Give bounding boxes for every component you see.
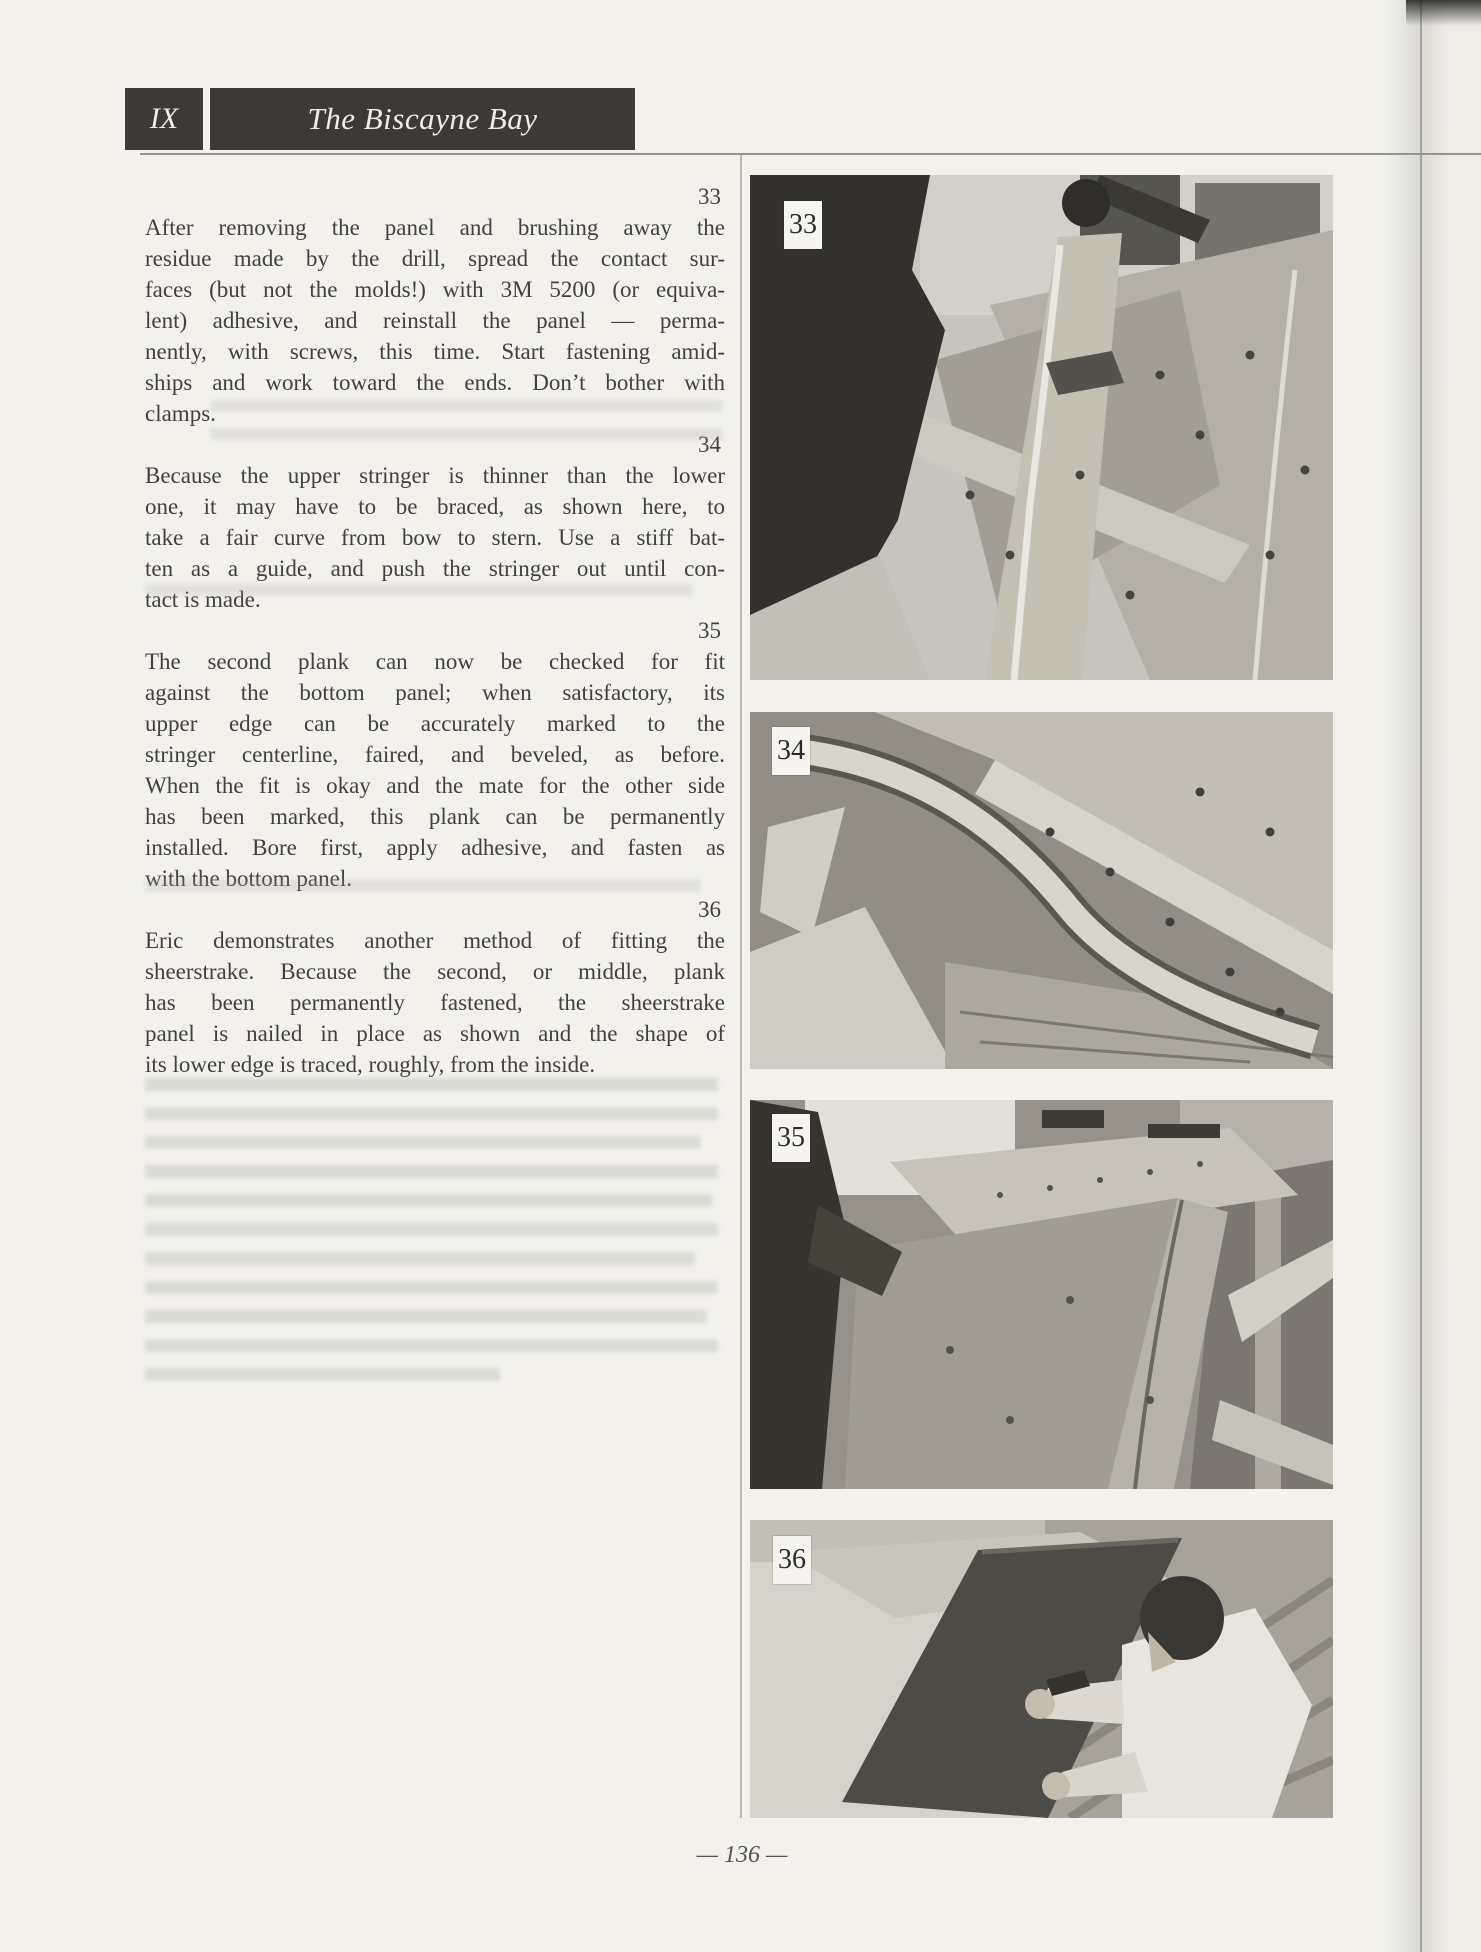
adjacent-page-edge — [1422, 0, 1481, 1952]
paragraph-line: Eric demonstrates another method of fitting the — [145, 928, 725, 953]
bleed-through-line — [145, 1339, 718, 1352]
photo-33 — [750, 175, 1333, 680]
chapter-number-box — [125, 88, 203, 150]
paragraph-number: 36 — [698, 897, 721, 922]
bleed-through-line — [210, 428, 722, 440]
paragraph-line: stringer centerline, faired, and beveled, as before. — [145, 742, 725, 767]
photo-35-image — [750, 1100, 1333, 1489]
header-rule — [140, 153, 1481, 155]
bleed-through-line — [145, 1194, 712, 1207]
paragraph-line: clamps. — [145, 401, 216, 426]
paragraph-line: take a fair curve from bow to stern. Use a stiff bat- — [145, 525, 725, 550]
bleed-through-line — [145, 1107, 718, 1120]
bleed-through-text-block — [145, 1078, 718, 1397]
paragraph-line: with the bottom panel. — [145, 866, 352, 891]
photo-34-label: 34 — [772, 727, 810, 775]
chapter-title: The Biscayne Bay — [307, 101, 538, 136]
bleed-through-line — [145, 1223, 718, 1236]
paragraph-line: ships and work toward the ends. Don’t bother with — [145, 370, 725, 395]
page-number: — 136 — — [696, 1842, 788, 1868]
photo-35 — [750, 1100, 1333, 1489]
paragraph-line: The second plank can now be checked for fit — [145, 649, 725, 674]
bleed-through-line — [145, 1252, 695, 1265]
paragraph-line: upper edge can be accurately marked to the — [145, 711, 725, 736]
paragraph-line: lent) adhesive, and reinstall the panel — perma- — [145, 308, 725, 333]
bleed-through-line — [145, 1281, 718, 1294]
photo-36-label: 36 — [773, 1536, 811, 1584]
paragraph-line: sheerstrake. Because the second, or middle, plank — [145, 959, 725, 984]
paragraph-line: When the fit is okay and the mate for the other side — [145, 773, 725, 798]
paragraph-line: its lower edge is traced, roughly, from the inside. — [145, 1052, 596, 1077]
column-divider-line — [740, 155, 742, 1818]
chapter-number: IX — [149, 102, 179, 135]
paragraph-line: has been marked, this plank can be permanently — [145, 804, 725, 829]
photo-36-image — [750, 1520, 1333, 1818]
bleed-through-line — [145, 1078, 718, 1091]
photo-34 — [750, 712, 1333, 1069]
bleed-through-line — [210, 400, 722, 412]
paragraph-line: installed. Bore first, apply adhesive, and fasten as — [145, 835, 725, 860]
bleed-through-line — [145, 584, 693, 596]
paragraph-line: panel is nailed in place as shown and the shape of — [145, 1021, 725, 1046]
paragraph-number: 34 — [698, 432, 721, 457]
paragraph-line: faces (but not the molds!) with 3M 5200 (or equiva- — [145, 277, 725, 302]
paragraph-line: Because the upper stringer is thinner than the lower — [145, 463, 725, 488]
photo-36 — [750, 1520, 1333, 1818]
gutter-shadow — [1386, 0, 1420, 1952]
paragraph-number: 35 — [698, 618, 721, 643]
paragraph-line: against the bottom panel; when satisfactory, its — [145, 680, 725, 705]
paragraph-line: has been permanently fastened, the sheerstrake — [145, 990, 725, 1015]
bleed-through-line — [145, 1310, 707, 1323]
photo-35-label: 35 — [772, 1114, 810, 1162]
bleed-through-line — [145, 1165, 718, 1178]
paragraph-number: 33 — [698, 184, 721, 209]
paragraph-line: ten as a guide, and push the stringer out until con- — [145, 556, 725, 581]
bleed-through-line — [145, 879, 701, 891]
page-fold-line — [1420, 0, 1422, 1952]
paragraph-line: After removing the panel and brushing away the — [145, 215, 725, 240]
bleed-through-line — [145, 1136, 701, 1149]
chapter-title-bar — [210, 88, 635, 150]
paragraph-line: tact is made. — [145, 587, 261, 612]
bleed-through-line — [145, 1368, 500, 1381]
text-column — [145, 181, 725, 1080]
paragraph-line: residue made by the drill, spread the contact sur- — [145, 246, 725, 271]
paragraph-line: one, it may have to be braced, as shown here, to — [145, 494, 725, 519]
gutter-corner-shadow — [1406, 0, 1481, 26]
paragraph-line: nently, with screws, this time. Start fastening amid- — [145, 339, 725, 364]
photo-33-label: 33 — [784, 201, 822, 249]
photo-34-image — [750, 712, 1333, 1069]
photo-33-image — [750, 175, 1333, 680]
